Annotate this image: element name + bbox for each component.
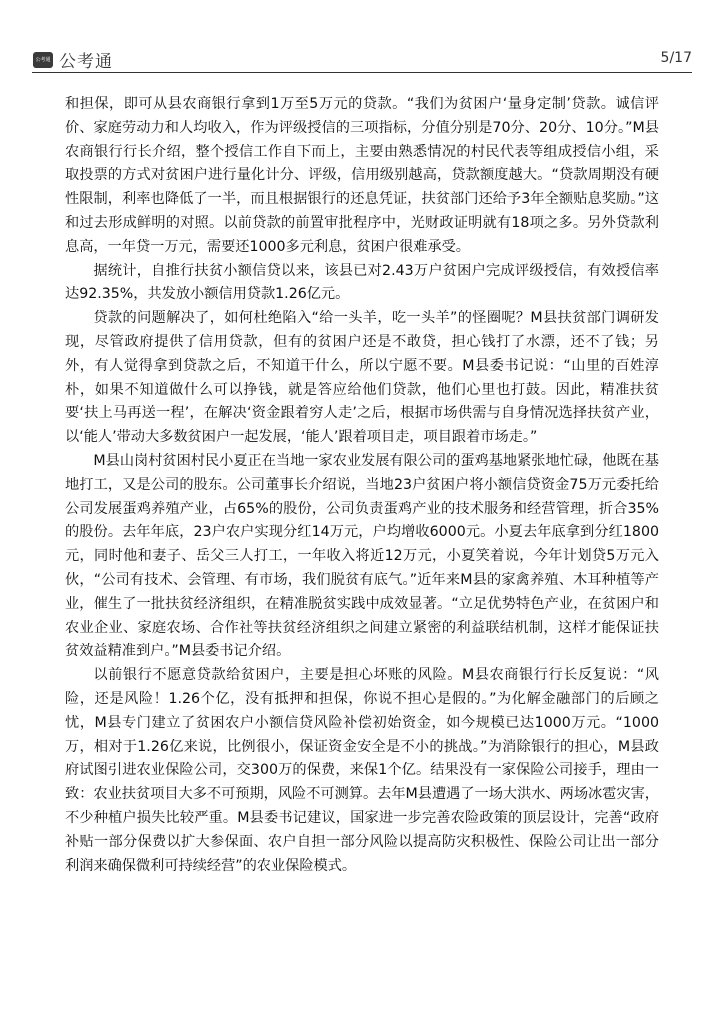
page-header: [0, 0, 724, 76]
logo-text: 公考通: [59, 52, 113, 72]
logo: [33, 47, 113, 72]
paragraph-5: 以前银行不愿意贷款给贫困户，主要是担心坏账的风险。M县农商银行行长反复说：“风险，还是风险！1.26个亿，没有抵押和担保，你说不担心是假的。”为化解金融部门的后顾之忧，M县专门建立了贫困农户小额信贷风险补偿初始资金，如今规模已达1000万元。“1000万，相对于1.26亿来说，比例很小，保证资金安全是不小的挑战。”为消除银行的担心，M县政府试图引进农业保险公司，交300万的保费，来保1个亿。结果没有一家保险公司接手，理由一致：农业扶贫项目大多不可预期，风险不可测算。去年M县遭遇了一场大洪水、两场冰雹灾害，不少种植户损失比较严重。M县委书记建议，国家进一步完善农险政策的顶层设计，完善“政府补贴一部分保费以扩大参保面、农户自担一部分风险以提高防灾积极性、保险公司让出一部分利润来确保微利可持续经营”的农业保险模式。: [65, 667, 659, 874]
page-number: 5/17: [660, 50, 692, 66]
header-divider: [32, 72, 692, 73]
paragraph-3: 贷款的问题解决了，如何杜绝陷入“给一头羊，吃一头羊”的怪圈呢？M县扶贫部门调研发现，尽管政府提供了信用贷款，但有的贫困户还是不敢贷，担心钱打了水漂，还不了钱；另外，有人觉得拿到贷款之后，不知道干什么，所以宁愿不要。M县委书记说：“山里的百姓淳朴，如果不知道做什么可以挣钱，就是答应给他们贷款，他们心里也打鼓。因此，精准扶贫要‘扶上马再送一程’，在解决‘资金跟着穷人走’之后，根据市场供需与自身情况选择扶贫产业，以‘能人’带动大多数贫困户一起发展，‘能人’跟着项目走，项目跟着市场走。”: [65, 310, 659, 446]
logo-badge: 公考通: [33, 52, 53, 68]
paragraph-1: 和担保，即可从县农商银行拿到1万至5万元的贷款。“我们为贫困户‘量身定制’贷款。诚信评价、家庭劳动力和人均收入，作为评级授信的三项指标，分值分别是70分、20分、10分。”M县农商银行行长介绍，整个授信工作自下而上，主要由熟悉情况的村民代表等组成授信小组，采取投票的方式对贫困户进行量化计分、评级，信用级别越高，贷款额度越大。“贷款周期没有硬性限制，利率也降低了一半，而且根据银行的还息凭证，扶贫部门还给予3年全额贴息奖励。”这和过去形成鲜明的对照。以前贷款的前置审批程序中，光财政证明就有18项之多。另外贷款利息高，一年贷一万元，需要还1000多元利息，贫困户很难承受。: [65, 96, 659, 255]
paragraph-4: M县山岗村贫困村民小夏正在当地一家农业发展有限公司的蛋鸡基地紧张地忙碌，他既在基地打工，又是公司的股东。公司董事长介绍说，当地23户贫困户将小额信贷资金75万元委托给公司发展蛋鸡养殖产业，占65%的股份，公司负责蛋鸡产业的技术服务和经营管理，折合35%的股份。去年年底，23户农户实现分红14万元，户均增收6000元。小夏去年底拿到分红1800元，同时他和妻子、岳父三人打工，一年收入将近12万元，小夏笑着说，今年计划贷5万元入伙，“公司有技术、会管理、有市场，我们脱贫有底气。”近年来M县的家禽养殖、木耳种植等产业，催生了一批扶贫经济组织，在精准脱贫实践中成效显著。“立足优势特色产业，在贫困户和农业企业、家庭农场、合作社等扶贫经济组织之间建立紧密的利益联结机制，这样才能保证扶贫效益精准到户。”M县委书记介绍。: [65, 452, 659, 660]
paragraph-2: 据统计，自推行扶贫小额信贷以来，该县已对2.43万户贫困户完成评级授信，有效授信率达92.35%，共发放小额信用贷款1.26亿元。: [65, 262, 659, 303]
article-body: [65, 93, 659, 878]
